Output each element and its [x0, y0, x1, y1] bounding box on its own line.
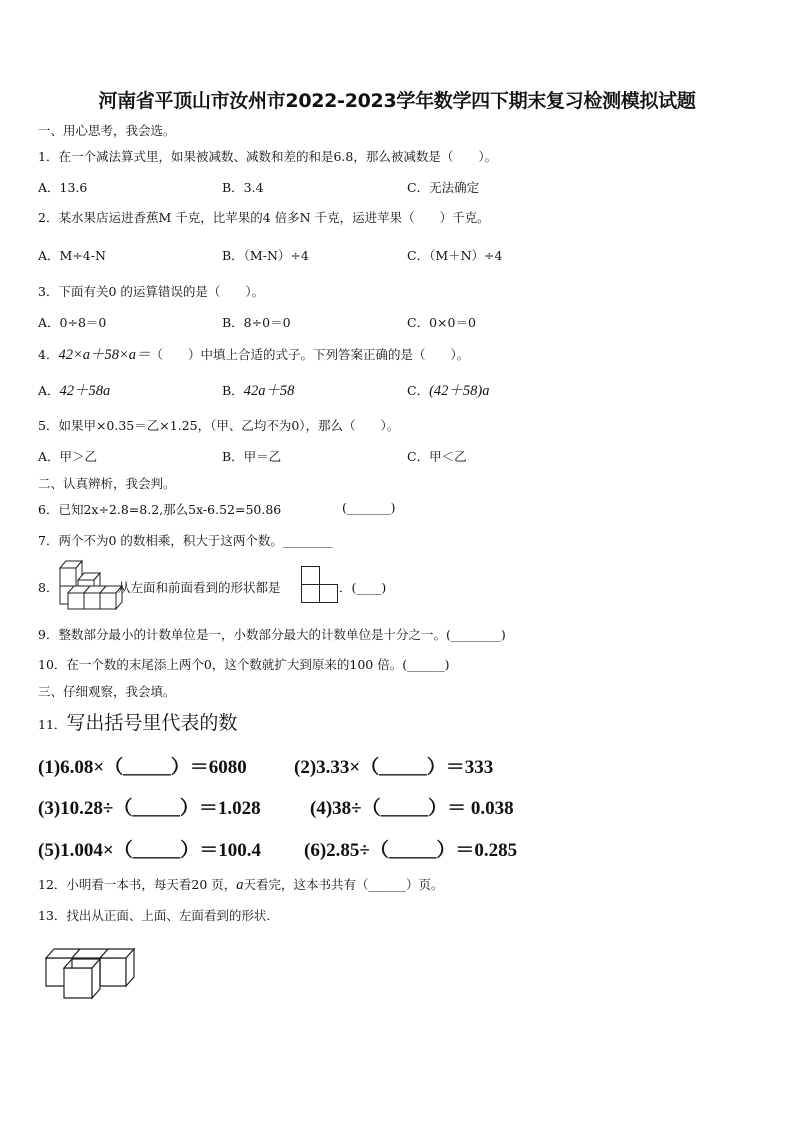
question-10: 10．在一个数的末尾添上两个0，这个数就扩大到原来的100 倍。(______) [38, 657, 450, 672]
q2-option-a[interactable]: A．M÷4-N [38, 248, 106, 263]
q4-expression: 42×a＋58×a＝ [58, 347, 151, 363]
question-12 [38, 875, 444, 894]
q12-pre: 12．小明看一本书，每天看20 页， [38, 877, 237, 892]
q4-c-label: C． [407, 383, 430, 398]
q11-item-5[interactable]: (5)1.004×（_____）＝100.4 [38, 840, 261, 861]
question-3: 3．下面有关0 的运算错误的是（ ）。 [38, 284, 265, 299]
q4-option-b[interactable] [222, 379, 294, 400]
q3-option-c[interactable]: C．0×0＝0 [407, 315, 476, 330]
q3-option-a[interactable]: A．0÷8＝0 [38, 315, 107, 330]
q11-heading-text: 写出括号里代表的数 [66, 712, 238, 734]
q4-a-expr: 42＋58a [59, 383, 111, 399]
question-13: 13．找出从正面、上面、左面看到的形状． [38, 908, 279, 923]
question-9: 9．整数部分最小的计数单位是一，小数部分最大的计数单位是十分之一。(________) [38, 627, 506, 642]
q2-option-c[interactable]: C．（M＋N）÷4 [407, 248, 503, 263]
q12-post: 天看完，这本书共有（______）页。 [243, 877, 444, 892]
q11-number: 11． [38, 717, 67, 732]
q8-number: 8． [38, 580, 59, 595]
q8-cube-stack-figure [56, 554, 118, 614]
q4-b-label: B． [222, 383, 244, 398]
question-11-heading [38, 708, 237, 735]
section-1-heading: 一、用心思考，我会选。 [38, 123, 176, 138]
q11-item-4[interactable]: (4)38÷（_____）＝ 0.038 [310, 798, 514, 819]
page-title: 河南省平顶山市汝州市2022-2023学年数学四下期末复习检测模拟试题 [98, 90, 696, 112]
question-1: 1．在一个减法算式里，如果被减数、减数和差的和是6.8，那么被减数是（ ）。 [38, 149, 498, 164]
section-3-heading: 三、仔细观察，我会填。 [38, 684, 176, 699]
question-6: 6．已知2x÷2.8=8.2,那么5x-6.52=50.86 [38, 502, 282, 517]
question-2: 2．某水果店运进香蕉M 千克，比苹果的4 倍多N 千克，运进苹果（ ）千克。 [38, 210, 490, 225]
q4-b-expr: 42a＋58 [243, 383, 295, 399]
q5-option-c[interactable]: C．甲＜乙 [407, 449, 467, 464]
question-4 [38, 343, 469, 364]
q4-c-expr: (42＋58)a [429, 383, 490, 399]
q12-variable: a [236, 877, 244, 893]
q11-item-3[interactable]: (3)10.28÷（_____）＝1.028 [38, 798, 261, 819]
q1-option-a[interactable]: A．13.6 [38, 180, 88, 195]
q11-item-6[interactable]: (6)2.85÷（_____）＝0.285 [304, 840, 518, 861]
q5-option-b[interactable]: B．甲＝乙 [222, 449, 282, 464]
q13-cube-figure [44, 944, 144, 1004]
q11-item-2[interactable]: (2)3.33×（_____）＝333 [294, 757, 494, 778]
q1-option-c[interactable]: C．无法确定 [407, 180, 480, 195]
question-8: 从左面和前面看到的形状都是 [118, 580, 281, 595]
section-2-heading: 二、认真辨析，我会判。 [38, 476, 176, 491]
question-5: 5．如果甲×0.35＝乙×1.25，（甲、乙均不为0），那么（ ）。 [38, 418, 400, 433]
q8-view-shape [301, 566, 339, 604]
q4-option-a[interactable] [38, 379, 110, 400]
q5-option-a[interactable]: A．甲＞乙 [38, 449, 98, 464]
q3-option-b[interactable]: B．8÷0＝0 [222, 315, 291, 330]
q6-answer-blank[interactable]: (_______) [342, 500, 396, 515]
q4-number: 4． [38, 347, 59, 362]
q2-option-b[interactable]: B．（M-N）÷4 [222, 248, 309, 263]
question-7: 7．两个不为0 的数相乘，积大于这两个数。________ [38, 533, 333, 548]
q11-item-1[interactable]: (1)6.08×（_____）＝6080 [38, 757, 247, 778]
q4-option-c[interactable] [407, 379, 490, 400]
q1-option-b[interactable]: B．3.4 [222, 180, 264, 195]
q8-answer-blank[interactable]: ．(____) [339, 580, 387, 595]
q4-a-label: A． [38, 383, 60, 398]
q4-text: （ ）中填上合适的式子。下列答案正确的是（ ）。 [150, 347, 470, 362]
